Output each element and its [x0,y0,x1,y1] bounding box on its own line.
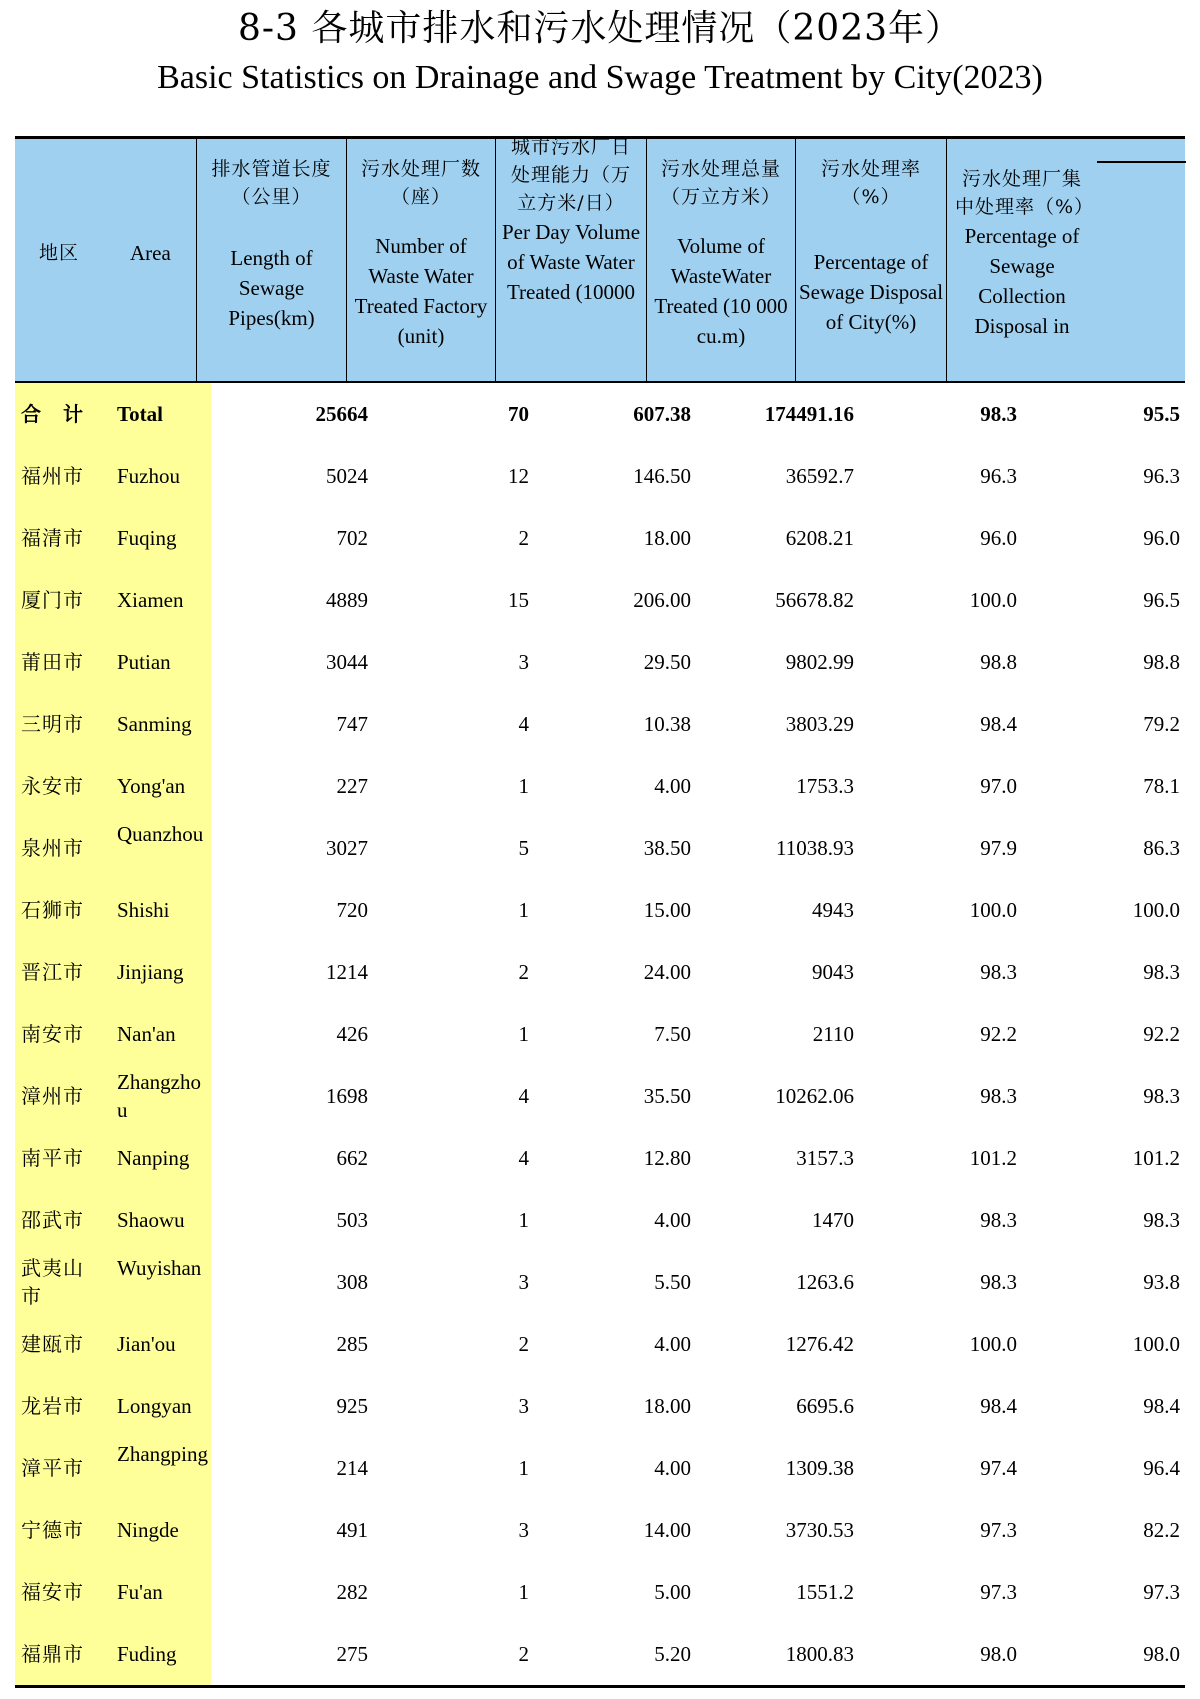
pipe-length-cell: 747 [336,712,368,736]
plant-count-cell: 3 [518,650,529,674]
area-en-cell: Yong'an [117,774,186,798]
treated-volume-cell: 36592.7 [785,464,854,488]
pipe-length-cell: 3027 [326,836,368,860]
area-en-cell: Fu'an [117,1580,163,1604]
treated-volume-cell: 9043 [812,960,854,984]
collection-rate-cell: 98.8 [1143,650,1180,674]
table-row [15,1437,1185,1499]
area-en-cell: Fuding [117,1642,177,1666]
disposal-rate-cell: 98.3 [980,402,1017,426]
plant-count-cell: 4 [518,1084,529,1108]
area-zh-cell: 福州市 [21,464,84,488]
pipe-length-cell: 720 [336,898,368,922]
daily-capacity-cell: 15.00 [643,898,691,922]
area-zh-cell: 龙岩市 [21,1394,84,1418]
collection-rate-cell: 98.3 [1143,1084,1180,1108]
daily-capacity-cell: 18.00 [643,526,691,550]
area-en-cell: Wuyishan [117,1256,202,1280]
disposal-rate-cell: 97.4 [980,1456,1017,1480]
table-row [15,1189,1185,1251]
treated-volume-cell: 1276.42 [785,1332,854,1356]
treated-volume-cell: 4943 [812,898,854,922]
area-en-cell: Fuqing [117,526,177,550]
treated-volume-cell: 1800.83 [785,1642,854,1666]
disposal-rate-cell: 100.0 [969,898,1017,922]
table-row [15,445,1185,507]
daily-capacity-cell: 607.38 [633,402,691,426]
disposal-rate-cell: 92.2 [980,1022,1017,1046]
treated-volume-cell: 1470 [812,1208,854,1232]
daily-capacity-cell: 4.00 [654,774,691,798]
daily-capacity-cell: 38.50 [643,836,691,860]
table-body [15,383,1185,1685]
collection-rate-cell: 98.3 [1143,1208,1180,1232]
area-zh-cell: 莆田市 [21,650,84,674]
daily-capacity-cell: 7.50 [654,1022,691,1046]
treated-volume-cell: 1309.38 [785,1456,854,1480]
area-zh-cell: 三明市 [21,712,84,736]
header-collection-rate-zh: 污水处理厂集中处理率（%） [955,168,1095,218]
area-zh-cell: 漳平市 [21,1456,84,1480]
collection-rate-cell: 101.2 [1132,1146,1180,1170]
daily-capacity-cell: 5.20 [654,1642,691,1666]
table-row [15,755,1185,817]
disposal-rate-cell: 97.3 [980,1518,1017,1542]
table-row [15,1313,1185,1375]
daily-capacity-cell: 10.38 [643,712,691,736]
collection-rate-cell: 93.8 [1143,1270,1180,1294]
area-en-cell: Nan'an [117,1022,176,1046]
area-zh-cell: 武夷山市 [21,1256,84,1308]
table-row [15,1065,1185,1127]
area-zh-cell: 晋江市 [21,960,84,984]
area-zh-cell: 福鼎市 [21,1642,84,1666]
disposal-rate-cell: 98.0 [980,1642,1017,1666]
collection-rate-cell: 100.0 [1132,1332,1180,1356]
plant-count-cell: 4 [518,712,529,736]
treated-volume-cell: 1753.3 [796,774,854,798]
plant-count-cell: 1 [518,1022,529,1046]
daily-capacity-cell: 5.00 [654,1580,691,1604]
disposal-rate-cell: 100.0 [969,588,1017,612]
header-daily-capacity [495,136,646,381]
daily-capacity-cell: 5.50 [654,1270,691,1294]
area-zh-cell: 泉州市 [21,836,84,860]
treated-volume-cell: 3157.3 [796,1146,854,1170]
disposal-rate-cell: 98.4 [980,712,1017,736]
plant-count-cell: 1 [518,774,529,798]
table-row [15,507,1185,569]
disposal-rate-cell: 98.3 [980,960,1017,984]
header-plant-count [346,139,495,381]
table-row [15,1623,1185,1685]
disposal-rate-cell: 97.0 [980,774,1017,798]
table-row [15,941,1185,1003]
pipe-length-cell: 275 [336,1642,368,1666]
daily-capacity-cell: 146.50 [633,464,691,488]
pipe-length-cell: 308 [336,1270,368,1294]
header-pipe-length [196,139,346,381]
table-row [15,1251,1185,1313]
area-zh-cell: 福清市 [21,526,84,550]
plant-count-cell: 12 [508,464,529,488]
plant-count-cell: 3 [518,1394,529,1418]
header-plant-count-zh: 污水处理厂数（座） [360,158,481,208]
area-en-cell: Quanzhou [117,822,204,846]
header-disposal-rate-zh: 污水处理率（%） [820,158,921,208]
disposal-rate-cell: 98.3 [980,1270,1017,1294]
plant-count-cell: 2 [518,1332,529,1356]
disposal-rate-cell: 96.0 [980,526,1017,550]
treated-volume-cell: 10262.06 [775,1084,854,1108]
daily-capacity-cell: 12.80 [643,1146,691,1170]
table-row [15,817,1185,879]
pipe-length-cell: 25664 [315,402,368,426]
table-row [15,569,1185,631]
pipe-length-cell: 925 [336,1394,368,1418]
area-zh-cell: 福安市 [21,1580,84,1604]
plant-count-cell: 3 [518,1270,529,1294]
pipe-length-cell: 3044 [326,650,368,674]
area-en-cell: Jinjiang [117,960,184,984]
collection-rate-cell: 98.3 [1143,960,1180,984]
plant-count-cell: 5 [518,836,529,860]
table-row [15,879,1185,941]
plant-count-cell: 3 [518,1518,529,1542]
header-disposal-rate-en: Percentage of Sewage Disposal of City(%) [798,250,944,334]
pipe-length-cell: 426 [336,1022,368,1046]
area-en-cell: Shaowu [117,1208,185,1232]
header-area-en: Area [130,241,171,265]
collection-rate-cell: 96.4 [1143,1456,1180,1480]
area-en-cell: Jian'ou [117,1332,176,1356]
table-header [15,136,1185,383]
plant-count-cell: 1 [518,1456,529,1480]
disposal-rate-cell: 97.3 [980,1580,1017,1604]
disposal-rate-cell: 97.9 [980,836,1017,860]
collection-rate-cell: 96.0 [1143,526,1180,550]
treated-volume-cell: 3730.53 [785,1518,854,1542]
plant-count-cell: 4 [518,1146,529,1170]
header-rule [1097,161,1186,163]
daily-capacity-cell: 4.00 [654,1208,691,1232]
daily-capacity-cell: 14.00 [643,1518,691,1542]
pipe-length-cell: 285 [336,1332,368,1356]
area-zh-cell: 南安市 [21,1022,84,1046]
header-pipe-length-zh: 排水管道长度（公里） [211,158,332,208]
pipe-length-cell: 4889 [326,588,368,612]
header-treated-volume-en: Volume of WasteWater Treated (10 000 cu.m) [654,234,788,348]
table-row [15,1003,1185,1065]
treated-volume-cell: 3803.29 [785,712,854,736]
collection-rate-cell: 79.2 [1143,712,1180,736]
table-row [15,1561,1185,1623]
table-row [15,693,1185,755]
header-pipe-length-en: Length of Sewage Pipes(km) [228,246,315,330]
header-area-zh: 地区 [39,242,80,264]
daily-capacity-cell: 4.00 [654,1456,691,1480]
daily-capacity-cell: 35.50 [643,1084,691,1108]
area-en-cell: Total [117,402,163,426]
plant-count-cell: 2 [518,960,529,984]
disposal-rate-cell: 100.0 [969,1332,1017,1356]
total-row [15,383,1185,445]
area-zh-cell: 厦门市 [21,588,84,612]
disposal-rate-cell: 96.3 [980,464,1017,488]
area-en-cell: Nanping [117,1146,190,1170]
header-plant-count-en: Number of Waste Water Treated Factory (unit) [354,234,488,348]
collection-rate-cell: 100.0 [1132,898,1180,922]
pipe-length-cell: 227 [336,774,368,798]
collection-rate-cell: 82.2 [1143,1518,1180,1542]
area-zh-cell: 合 计 [21,402,84,426]
pipe-length-cell: 214 [336,1456,368,1480]
treated-volume-cell: 9802.99 [785,650,854,674]
pipe-length-cell: 282 [336,1580,368,1604]
area-en-cell: Longyan [117,1394,192,1418]
collection-rate-cell: 86.3 [1143,836,1180,860]
table-row [15,1499,1185,1561]
page-title-en: Basic Statistics on Drainage and Swage Treatment by City(2023) [157,59,1043,96]
area-en-cell: Zhangzhou [117,1070,201,1122]
pipe-length-cell: 491 [336,1518,368,1542]
area-en-cell: Ningde [117,1518,179,1542]
daily-capacity-cell: 24.00 [643,960,691,984]
pipe-length-cell: 1698 [326,1084,368,1108]
pipe-length-cell: 5024 [326,464,368,488]
header-disposal-rate [795,139,946,381]
table-row [15,631,1185,693]
area-en-cell: Shishi [117,898,170,922]
disposal-rate-cell: 101.2 [969,1146,1017,1170]
pipe-length-cell: 1214 [326,960,368,984]
treated-volume-cell: 6695.6 [796,1394,854,1418]
header-daily-capacity-zh: 城市污水厂日处理能力（万立方米/日） [510,136,631,214]
plant-count-cell: 70 [508,402,529,426]
daily-capacity-cell: 18.00 [643,1394,691,1418]
header-treated-volume-zh: 污水处理总量（万立方米） [660,158,781,208]
collection-rate-cell: 98.0 [1143,1642,1180,1666]
area-zh-cell: 建瓯市 [21,1332,84,1356]
collection-rate-cell: 95.5 [1143,402,1180,426]
plant-count-cell: 2 [518,526,529,550]
page-title-zh: 8-3 各城市排水和污水处理情况（2023年） [237,8,963,49]
area-zh-cell: 南平市 [21,1146,84,1170]
pipe-length-cell: 702 [336,526,368,550]
plant-count-cell: 1 [518,898,529,922]
header-collection-rate-en: Percentage of Sewage Collection Disposal in [964,224,1080,338]
table-row [15,1127,1185,1189]
table-row [15,1375,1185,1437]
table-bottom-rule [15,1685,1185,1688]
area-en-cell: Fuzhou [117,464,180,488]
header-collection-rate [946,139,1185,381]
area-zh-cell: 漳州市 [21,1084,84,1108]
collection-rate-cell: 92.2 [1143,1022,1180,1046]
treated-volume-cell: 6208.21 [785,526,854,550]
collection-rate-cell: 96.5 [1143,588,1180,612]
header-area [15,139,196,381]
treated-volume-cell: 2110 [812,1022,854,1046]
collection-rate-cell: 96.3 [1143,464,1180,488]
collection-rate-cell: 97.3 [1143,1580,1180,1604]
header-daily-capacity-en: Per Day Volume of Waste Water Treated (10000 [501,220,641,304]
collection-rate-cell: 78.1 [1143,774,1180,798]
pipe-length-cell: 503 [336,1208,368,1232]
area-zh-cell: 永安市 [21,774,84,798]
treated-volume-cell: 56678.82 [775,588,854,612]
treated-volume-cell: 174491.16 [764,402,854,426]
area-en-cell: Xiamen [117,588,184,612]
daily-capacity-cell: 206.00 [633,588,691,612]
treated-volume-cell: 11038.93 [776,836,854,860]
daily-capacity-cell: 4.00 [654,1332,691,1356]
plant-count-cell: 15 [508,588,529,612]
disposal-rate-cell: 98.8 [980,650,1017,674]
area-en-cell: Zhangping [117,1442,208,1466]
area-en-cell: Putian [117,650,171,674]
pipe-length-cell: 662 [336,1146,368,1170]
plant-count-cell: 1 [518,1580,529,1604]
area-zh-cell: 宁德市 [21,1518,84,1542]
disposal-rate-cell: 98.3 [980,1084,1017,1108]
treated-volume-cell: 1263.6 [796,1270,854,1294]
plant-count-cell: 2 [518,1642,529,1666]
treated-volume-cell: 1551.2 [796,1580,854,1604]
daily-capacity-cell: 29.50 [643,650,691,674]
disposal-rate-cell: 98.4 [980,1394,1017,1418]
area-en-cell: Sanming [117,712,192,736]
area-zh-cell: 邵武市 [21,1208,84,1232]
header-treated-volume [646,139,795,381]
disposal-rate-cell: 98.3 [980,1208,1017,1232]
collection-rate-cell: 98.4 [1143,1394,1180,1418]
plant-count-cell: 1 [518,1208,529,1232]
area-zh-cell: 石狮市 [21,898,84,922]
